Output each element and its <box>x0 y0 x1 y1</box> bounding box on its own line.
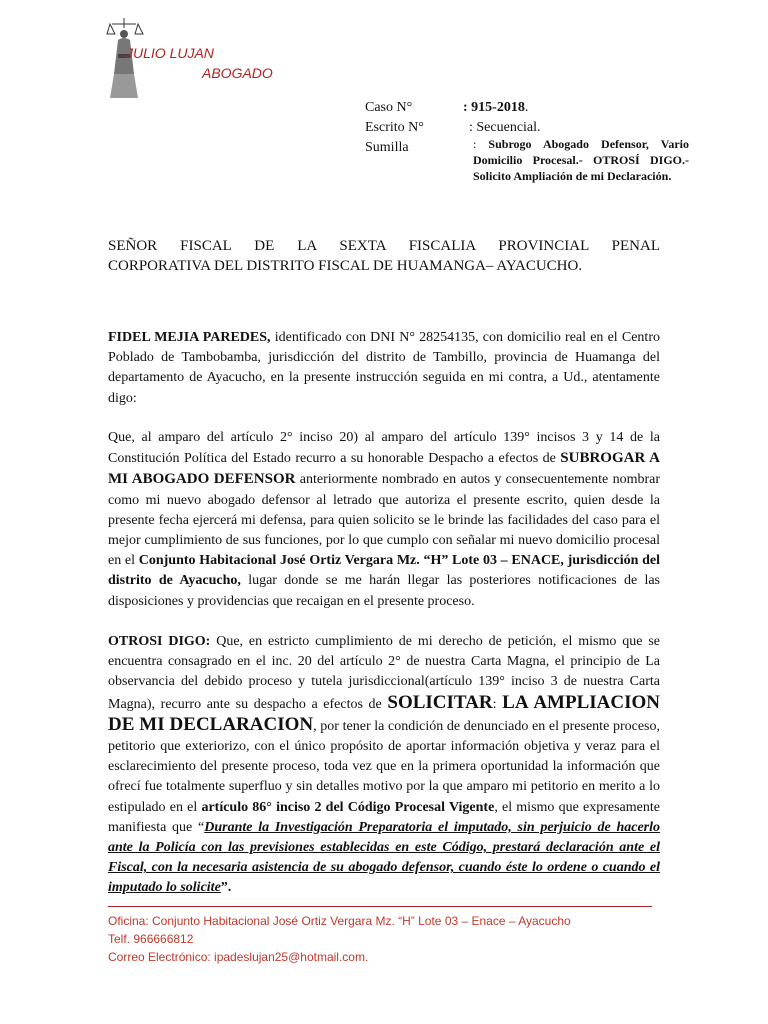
subrogation-paragraph: Que, al amparo del artículo 2° inciso 20) al amparo del artículo 139° incisos 3 y 14 de la Constitución Política del Estado recurro a su honorable Despacho a efectos de SUBROGAR A MI ABOGADO DEFENSOR anteriormente nombrado en autos y consecuentemente nombrar como mi nuevo abogado defensor al letrado que autoriza el presente escrito, quien desde la presente fecha ejercerá mi defensa, para quien solicito se le brinde las facilidades del caso para el mejor cumplimiento de sus funciones, por lo que cumplo con señalar mi nuevo domicilio procesal en el Conjunto Habitacional José Ortiz Vergara Mz. “H” Lote 03 – ENACE, jurisdicción del distrito de Ayacucho, lugar donde se me harán llegar las posteriores notificaciones de las disposiciones y providencias que recaigan en el presente proceso. <box>108 430 660 609</box>
escrito-row <box>365 118 695 138</box>
sumilla-value: : Subrogo Abogado Defensor, Vario Domicilio Procesal.- OTROSÍ DIGO.- Solicito Ampliación de mi Declaración. <box>473 137 690 183</box>
otrosi-paragraph: OTROSI DIGO: Que, en estricto cumplimiento de mi derecho de petición, el mismo que se encuentra consagrado en el inc. 20 del artículo 2° de nuestra Carta Magna, el principio de La observancia del debido proceso y tutela jurisdiccional(artículo 139° inciso 3 de nuestra Carta Magna), recurro ante su despacho a efectos de SOLICITAR: LA AMPLIACION DE MI DECLARACION, por tener la condición de denunciado en el presente proceso, petitorio que exteriorizo, con el único propósito de aportar información objetiva y veraz para el esclarecimiento del presente proceso, toda vez que en la primera oportunidad la información que ofrecí fue totalmente superfluo y sin detalles motivo por la que amparo mi petitorio en merito a lo estipulado en el artículo 86° inciso 2 del Código Procesal Vigente, el mismo que expresamente manifiesta que “Durante la Investigación Preparatoria el imputado, sin perjuicio de hacerlo ante la Policía con las previsiones establecidas en este Código, prestará declaración ante el Fiscal, con la necesaria asistencia de su abogado defensor, cuando éste lo ordene o cuando el imputado lo solicite”. <box>108 634 660 896</box>
case-metadata <box>365 98 695 183</box>
ampliacion-request: LA AMPLIACION DE MI DECLARACION <box>108 691 660 735</box>
addressee <box>108 236 660 276</box>
lawyer-title: ABOGADO <box>202 65 273 81</box>
escrito-label: Escrito N° <box>365 120 424 135</box>
legal-quote: Durante la Investigación Preparatoria el imputado, sin perjuicio de hacerlo ante la Policía con las previsiones establecidas en este Código, prestará declaración ante el Fiscal, con la necesaria asistencia de su abogado defensor, cuando éste lo ordene o cuando el imputado lo solicite <box>108 819 660 896</box>
addressee-line-2: CORPORATIVA DEL DISTRITO FISCAL DE HUAMANGA– AYACUCHO. <box>108 258 583 274</box>
otrosi-label: OTROSI DIGO: <box>108 634 211 649</box>
caso-label: Caso N° <box>365 100 413 115</box>
footer-office: Oficina: Conjunto Habitacional José Ortiz Vergara Mz. “H” Lote 03 – Enace – Ayacucho <box>108 914 571 928</box>
introduction-paragraph: FIDEL MEJIA PAREDES, identificado con DNI N° 28254135, con domicilio real en el Centro Poblado de Tambobamba, jurisdicción del distrito de Tambillo, provincia de Huamanga del departamento de Ayacucho, en la presente instrucción seguida en mi contra, a Ud., atentamente digo: <box>108 330 660 406</box>
footer-email: Correo Electrónico: ipadeslujan25@hotmail.com. <box>108 950 369 964</box>
procedural-address: Conjunto Habitacional José Ortiz Vergara Mz. “H” Lote 03 – ENACE, jurisdicción del distrito de Ayacucho, <box>108 553 660 589</box>
escrito-value: : Secuencial. <box>469 120 541 135</box>
solicitar-keyword: SOLICITAR <box>387 691 493 713</box>
addressee-line-1: SEÑOR FISCAL DE LA SEXTA FISCALIA PROVINCIAL PENAL <box>108 238 660 254</box>
sumilla-label: Sumilla <box>365 140 409 155</box>
caso-row: Caso N° : 915-2018. <box>365 98 695 118</box>
subrogation-request: SUBROGAR A MI ABOGADO DEFENSOR <box>108 450 660 488</box>
footer-divider <box>108 906 652 907</box>
lawyer-name: JULIO LUJAN <box>126 45 214 61</box>
footer <box>108 912 571 966</box>
petitioner-name: FIDEL MEJIA PAREDES, <box>108 330 271 345</box>
legal-article: artículo 86° inciso 2 del Código Procesal Vigente <box>201 799 495 815</box>
caso-value: : 915-2018 <box>463 100 525 115</box>
footer-phone: Telf. 966666812 <box>108 932 194 946</box>
